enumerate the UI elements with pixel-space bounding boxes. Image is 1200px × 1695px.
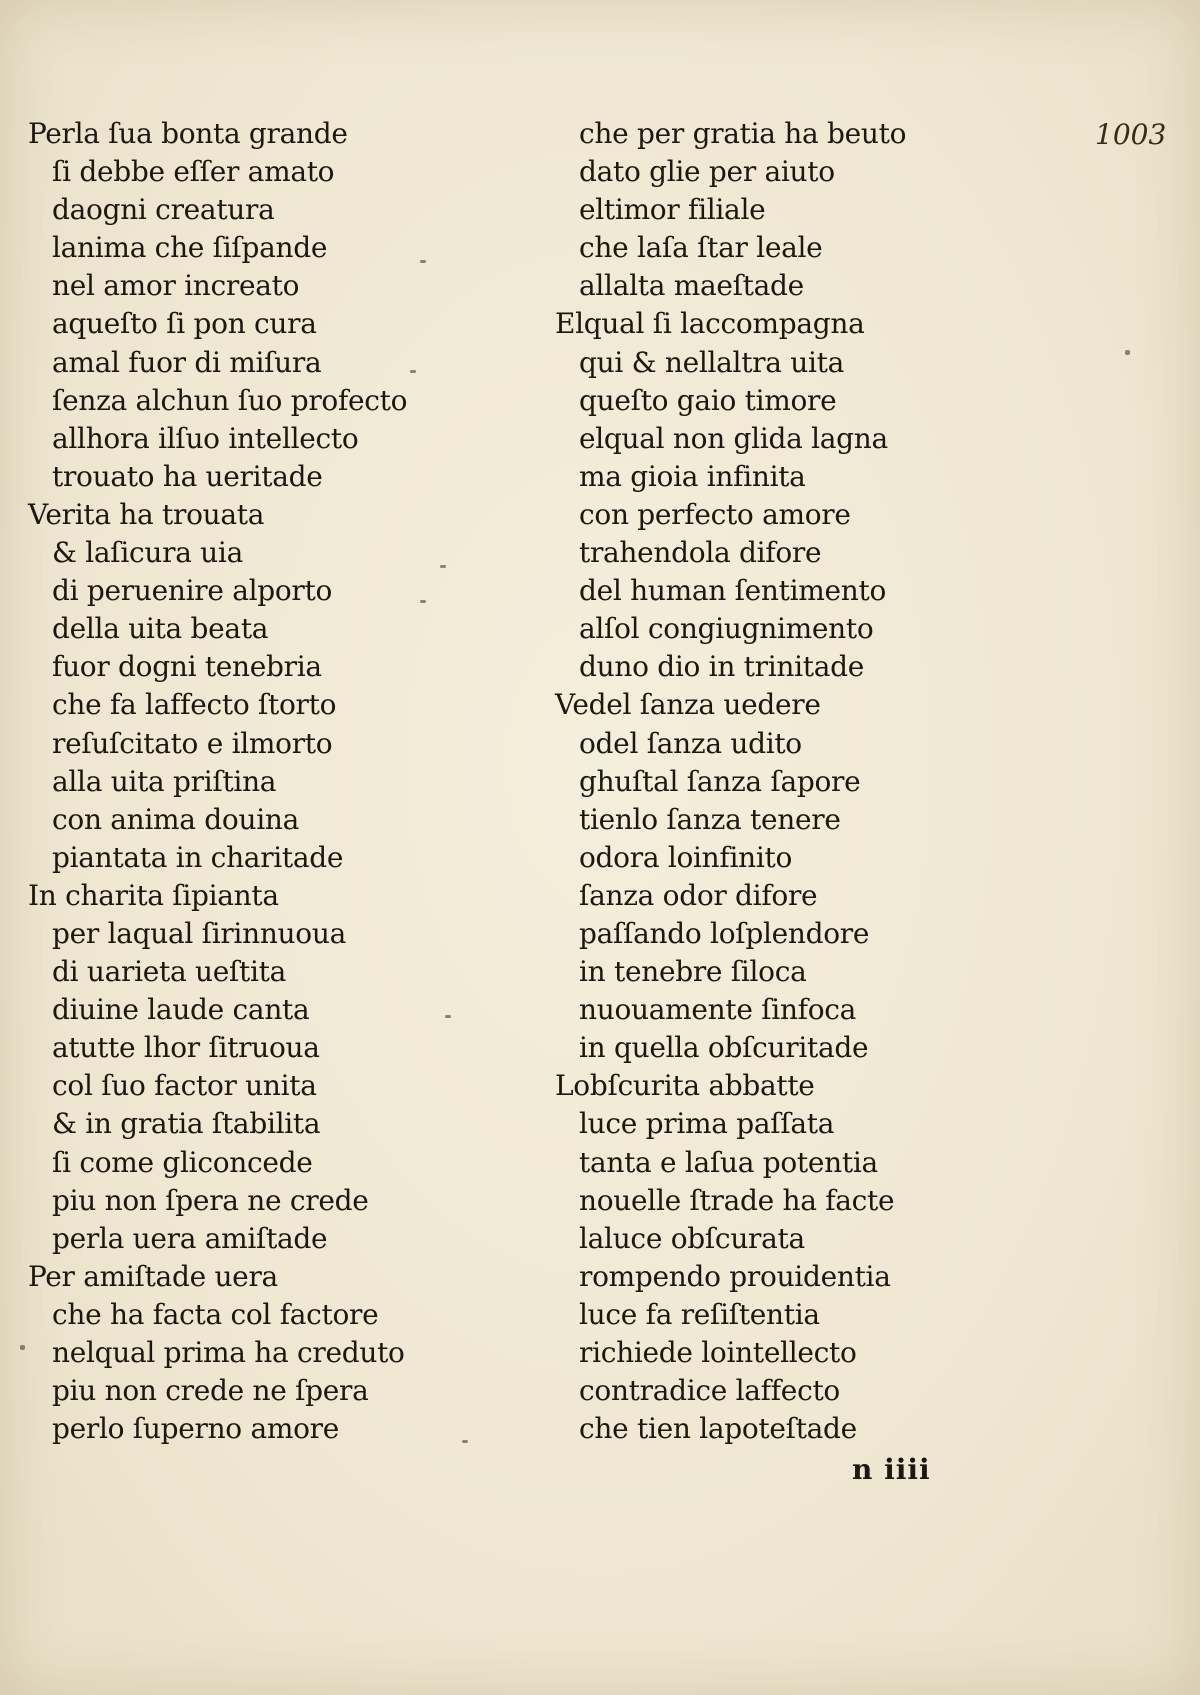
verse-line: odel ſanza udito: [579, 726, 802, 760]
verse-line: aqueſto ſi pon cura: [52, 307, 317, 341]
ink-speck: [410, 370, 416, 373]
ink-speck: [440, 565, 446, 568]
verse-line: Lobſcurita abbatte: [555, 1069, 815, 1103]
verse-line: ghuſtal ſanza ſapore: [579, 764, 861, 798]
verse-line: lanima che ſiſpande: [52, 231, 328, 265]
verse-line: che tien lapoteſtade: [579, 1412, 857, 1446]
verse-line: & laſicura uia: [52, 536, 243, 570]
ink-speck: [1125, 350, 1130, 355]
verse-line: della uita beata: [52, 612, 269, 646]
verse-line: laluce obſcurata: [579, 1221, 805, 1255]
verse-line: qui & nellaltra uita: [579, 345, 844, 379]
verse-line: In charita ſipianta: [28, 878, 279, 912]
verse-line: contradice laffecto: [579, 1374, 840, 1408]
verse-line: nuouamente ſinfoca: [579, 993, 857, 1027]
ink-speck: [20, 1345, 25, 1350]
verse-line: con anima douina: [52, 802, 299, 836]
verse-line: duno dio in trinitade: [579, 650, 864, 684]
ink-speck: [420, 600, 426, 603]
verse-line: luce prima paſſata: [579, 1107, 835, 1141]
verse-line: piu non crede ne ſpera: [52, 1374, 369, 1408]
verse-line: amal fuor di miſura: [52, 345, 322, 379]
verse-line: diuine laude canta: [52, 993, 310, 1027]
right-text-column: [555, 115, 906, 1448]
verse-line: alſol congiugnimento: [579, 612, 874, 646]
verse-line: che ha facta col factore: [52, 1297, 379, 1331]
verse-line: piu non ſpera ne crede: [52, 1183, 369, 1217]
verse-line: atutte lhor ſitruoua: [52, 1031, 320, 1065]
verse-line: perlo ſuperno amore: [52, 1412, 340, 1446]
verse-line: che fa laffecto ſtorto: [52, 688, 337, 722]
folio-number: 1003: [1095, 118, 1167, 151]
verse-line: Per amiſtade uera: [28, 1259, 278, 1293]
verse-line: nel amor increato: [52, 269, 300, 303]
verse-line: con perfecto amore: [579, 497, 851, 531]
verse-line: trahendola difore: [579, 536, 822, 570]
verse-line: reſuſcitato e ilmorto: [52, 726, 333, 760]
verse-line: & in gratia ſtabilita: [52, 1107, 321, 1141]
verse-line: nelqual prima ha creduto: [52, 1336, 405, 1369]
ink-speck: [420, 260, 426, 263]
verse-line: Vedel ſanza uedere: [555, 688, 821, 722]
verse-line: di uarieta ueſtita: [52, 955, 286, 989]
verse-line: eltimor filiale: [579, 193, 766, 227]
verse-line: queſto gaio timore: [579, 383, 837, 417]
verse-line: richiede lointellecto: [579, 1336, 857, 1369]
verse-line: ſanza odor difore: [579, 878, 818, 912]
verse-line: del human ſentimento: [579, 574, 887, 608]
verse-line: ma gioia infinita: [579, 459, 806, 493]
verse-line: che per gratia ha beuto: [579, 117, 907, 150]
verse-line: Verita ha trouata: [28, 497, 265, 531]
verse-line: fuor dogni tenebria: [52, 650, 322, 684]
verse-line: col ſuo factor unita: [52, 1069, 317, 1103]
verse-line: Elqual ſi laccompagna: [555, 307, 865, 341]
verse-line: alla uita priſtina: [52, 764, 277, 798]
verse-line: daogni creatura: [52, 193, 275, 227]
verse-line: in tenebre ſiloca: [579, 955, 807, 989]
verse-line: perla uera amiſtade: [52, 1221, 328, 1255]
ink-speck: [462, 1440, 468, 1443]
verse-line: nouelle ſtrade ha facte: [579, 1183, 895, 1217]
verse-line: ſi debbe eſſer amato: [52, 155, 335, 189]
verse-line: piantata in charitade: [52, 840, 344, 874]
verse-line: rompendo prouidentia: [579, 1259, 891, 1293]
verse-line: luce fa reſiſtentia: [579, 1297, 820, 1331]
verse-line: per laqual ſirinnuoua: [52, 916, 346, 950]
verse-line: di peruenire alporto: [52, 574, 333, 608]
verse-line: tanta e laſua potentia: [579, 1145, 878, 1179]
verse-line: trouato ha ueritade: [52, 459, 323, 493]
left-text-column: [28, 115, 407, 1448]
verse-line: ſi come gliconcede: [52, 1145, 313, 1179]
verse-line: allalta maeſtade: [579, 269, 804, 303]
verse-line: ſenza alchun ſuo profecto: [52, 383, 408, 417]
verse-line: in quella obſcuritade: [579, 1031, 869, 1065]
verse-line: allhora ilſuo intellecto: [52, 421, 359, 455]
verse-line: Perla ſua bonta grande: [28, 117, 348, 150]
verse-line: odora loinfinito: [579, 840, 793, 874]
ink-speck: [445, 1015, 451, 1018]
verse-line: tienlo ſanza tenere: [579, 802, 841, 836]
verse-line: paſſando loſplendore: [579, 916, 870, 950]
verse-line: elqual non glida lagna: [579, 421, 888, 455]
signature-mark: n iiii: [852, 1453, 931, 1486]
verse-line: che laſa ſtar leale: [579, 231, 823, 265]
verse-line: dato glie per aiuto: [579, 155, 835, 189]
